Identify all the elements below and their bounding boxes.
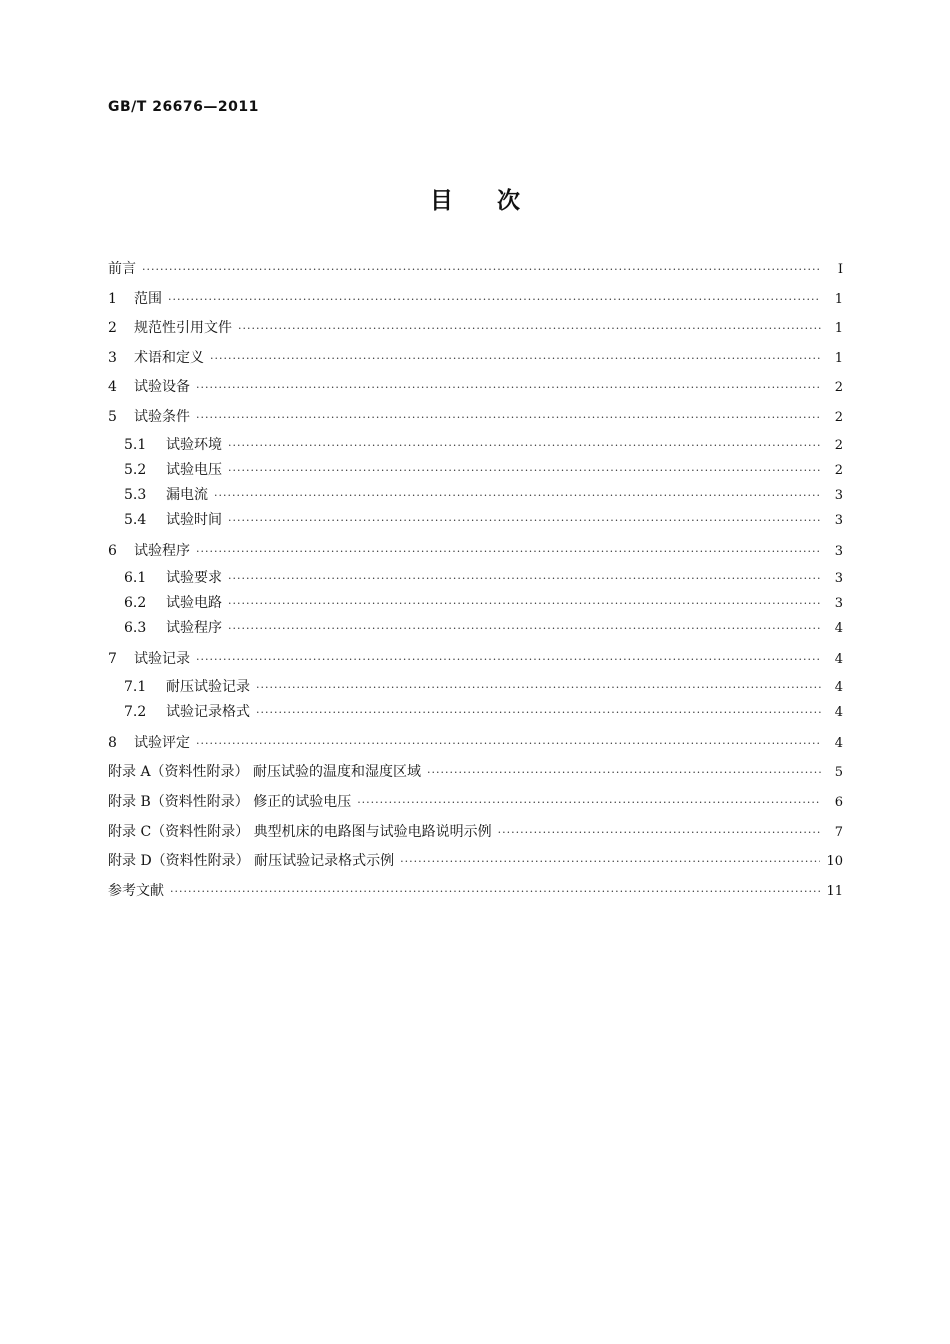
toc-entry[interactable] [108,847,843,877]
dot-leader [196,373,821,403]
toc-entry-page: 1 [834,291,843,307]
toc-entry[interactable] [108,314,843,344]
toc-entry-page: 4 [834,679,843,695]
toc-entry[interactable] [108,344,843,374]
dot-leader [142,255,821,285]
toc-entry-label: 试验电压 [166,461,222,478]
toc-entry-page: 2 [834,380,843,396]
dot-leader [170,877,820,907]
toc-entry-page: 3 [834,543,843,559]
toc-entry-label: 规范性引用文件 [134,320,232,337]
toc-entry-number: 4 [108,379,117,396]
dot-leader [256,700,821,725]
toc-entry-number: 2 [108,320,117,337]
toc-entry-number: 5.1 [124,436,147,453]
toc-entry[interactable] [108,818,843,848]
dot-leader [214,483,821,508]
toc-entry-label: 试验设备 [134,379,190,396]
toc-entry-label: 附录 D（资料性附录） 耐压试验记录格式示例 [108,853,395,870]
toc-entry-label: 试验记录格式 [166,703,250,720]
toc-entry-label: 漏电流 [166,486,208,503]
toc-entry-number: 6 [108,542,117,559]
dot-leader [357,788,821,818]
toc-entry-label: 试验要求 [166,570,222,587]
toc-entry-page: 2 [834,409,843,425]
toc-entry-number: 7.2 [124,703,147,720]
toc-entry-label: 耐压试验记录 [166,678,250,695]
toc-entry[interactable] [108,508,843,533]
toc-entry-page: 1 [834,321,843,337]
dot-leader [228,616,821,641]
toc-entry[interactable] [108,877,843,907]
toc-entry-number: 6.2 [124,595,147,612]
toc-entry-label: 试验评定 [134,734,190,751]
dot-leader [238,314,821,344]
toc-entry[interactable] [108,255,843,285]
dot-leader [196,645,821,675]
dot-leader [400,847,820,877]
toc-entry[interactable] [108,758,843,788]
toc-entry-label: 试验程序 [166,620,222,637]
dot-leader [228,433,821,458]
toc-entry-number: 5.3 [124,486,147,503]
toc-entry[interactable] [108,483,843,508]
dot-leader [196,537,821,567]
dot-leader [196,729,821,759]
toc-entry[interactable] [108,645,843,675]
toc-entry-label: 范围 [134,290,162,307]
toc-entry[interactable] [108,537,843,567]
toc-entry-page: 4 [834,621,843,637]
toc-entry[interactable] [108,616,843,641]
toc-entry-number: 5.2 [124,461,147,478]
toc-entry-page: 4 [834,652,843,668]
toc-entry[interactable] [108,458,843,483]
dot-leader [228,566,821,591]
dot-leader [498,818,821,848]
dot-leader [196,403,821,433]
toc-entry-number: 5 [108,408,117,425]
table-of-contents [108,255,843,906]
toc-entry-page: 6 [834,794,843,810]
toc-entry-label: 试验记录 [134,651,190,668]
toc-entry[interactable] [108,729,843,759]
toc-entry-page: 3 [834,512,843,528]
toc-entry-label: 试验时间 [166,511,222,528]
toc-entry[interactable] [108,373,843,403]
toc-entry-number: 7 [108,651,117,668]
toc-entry-label: 试验条件 [134,408,190,425]
toc-entry-page: 10 [826,854,843,870]
toc-entry[interactable] [108,433,843,458]
toc-entry-page: 4 [834,735,843,751]
toc-entry[interactable] [108,591,843,616]
dot-leader [210,344,821,374]
toc-entry-number: 5.4 [124,511,147,528]
dot-leader [256,675,821,700]
toc-entry-page: 3 [834,571,843,587]
toc-entry-label: 附录 B（资料性附录） 修正的试验电压 [108,793,352,810]
toc-entry[interactable] [108,675,843,700]
toc-entry[interactable] [108,566,843,591]
toc-entry-label: 附录 C（资料性附录） 典型机床的电路图与试验电路说明示例 [108,823,492,840]
dot-leader [228,591,821,616]
toc-entry-page: 2 [834,437,843,453]
toc-entry-page: 7 [834,824,843,840]
toc-entry-page: 2 [834,462,843,478]
toc-entry-number: 7.1 [124,678,147,695]
dot-leader [228,508,821,533]
toc-entry-page: Ⅰ [837,262,843,277]
toc-entry[interactable] [108,403,843,433]
dot-leader [168,285,821,315]
toc-entry-label: 试验程序 [134,542,190,559]
toc-entry-label: 参考文献 [108,882,164,899]
toc-entry-number: 1 [108,290,117,307]
toc-entry-page: 3 [834,596,843,612]
dot-leader [427,758,821,788]
page-title: 目次 [430,187,564,214]
toc-entry-page: 3 [834,487,843,503]
toc-entry-label: 试验电路 [166,595,222,612]
dot-leader [228,458,821,483]
toc-entry[interactable] [108,788,843,818]
toc-entry-label: 试验环境 [166,436,222,453]
toc-entry-number: 6.1 [124,570,147,587]
toc-entry[interactable] [108,285,843,315]
toc-entry-page: 5 [834,765,843,781]
toc-entry-page: 11 [826,883,843,899]
toc-entry-label: 附录 A（资料性附录） 耐压试验的温度和湿度区域 [108,764,422,781]
toc-entry-label: 术语和定义 [134,349,204,366]
toc-entry-page: 4 [834,704,843,720]
toc-entry-number: 3 [108,349,117,366]
standard-code: GB/T 26676—2011 [108,99,259,115]
toc-entry-page: 1 [834,350,843,366]
toc-entry-label: 前言 [108,261,136,277]
toc-entry[interactable] [108,700,843,725]
toc-entry-number: 6.3 [124,620,147,637]
toc-entry-number: 8 [108,734,117,751]
